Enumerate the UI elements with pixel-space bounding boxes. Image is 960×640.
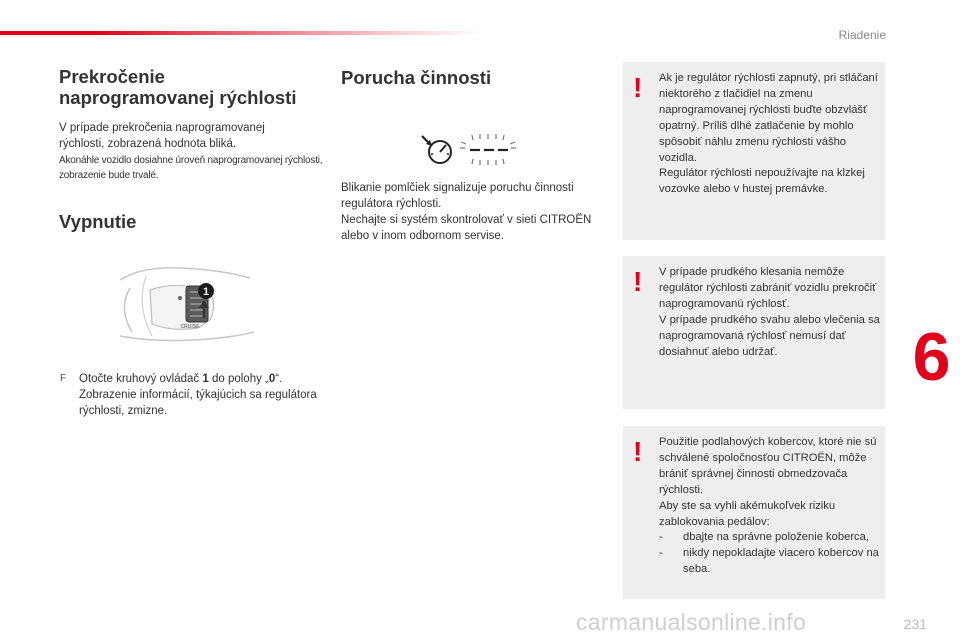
page-number: 231 [903, 616, 927, 632]
warning-text: V prípade prudkého klesania nemôže regulátor rýchlosti zabrániť vozidlu prekročiť naprogramovanú rýchlosť. [659, 266, 877, 310]
instruction-text-1: Otočte kruhový ovládač [79, 373, 203, 385]
warning-box-speed-buttons [623, 62, 885, 240]
warning-text: Aby ste sa vyhli akémukoľvek riziku zablokovania pedálov: [659, 499, 836, 528]
warning-box-downhill [623, 256, 885, 409]
malfunction-paragraph-1: Blikanie pomlčiek signalizuje poruchu činnosti regulátora rýchlosti. [341, 182, 574, 210]
instruction-text-3: “. Zobrazenie informácií, týkajúcich sa regulátora rýchlosti, zmizne. [79, 373, 317, 417]
figure-cruise-label: CRUISE [180, 324, 200, 330]
watermark: carmanualsonline.info [576, 609, 807, 635]
list-item-text: dbajte na správne položenie koberca, [683, 531, 869, 544]
warning-text: Regulátor rýchlosti nepoužívajte na klzkej vozovke alebo v hustej premávke. [659, 167, 865, 196]
instruction-knob-number: 1 [202, 373, 209, 385]
warning-box-floor-mats [623, 426, 885, 599]
section-label: Riadenie [838, 28, 886, 42]
overspeed-paragraph: V prípade prekročenia naprogramovanej rýchlosti, zobrazená hodnota bliká. [59, 122, 265, 150]
warning-text: Ak je regulátor rýchlosti zapnutý, pri stláčaní niektorého z tlačidiel na zmenu naprogramovanej rýchlosti buďte obzvlášť opatrný. Príliš dlhé zatlačenie by mohlo spôsobiť náhlu zmenu rýchlosti vášho vozidla. [659, 72, 878, 164]
instruction-position: 0 [268, 373, 276, 385]
heading-malfunction: Porucha činnosti [341, 67, 492, 88]
list-dash: - [659, 547, 663, 560]
list-dash: - [659, 531, 663, 544]
malfunction-speedometer-icon [416, 126, 528, 166]
cruise-control-knob-illustration [112, 258, 262, 348]
warning-exclamation-icon: ! [633, 436, 643, 467]
header-accent-bar [0, 31, 480, 35]
warning-exclamation-icon: ! [633, 266, 643, 297]
list-item [659, 546, 881, 578]
list-item-text: nikdy nepokladajte viacero kobercov na seba. [683, 547, 879, 576]
heading-overspeed [59, 66, 296, 108]
heading-overspeed-line1: Prekročenie [59, 66, 165, 87]
instruction-text-2: do polohy „ [208, 373, 269, 385]
malfunction-paragraph-2: Nechajte si systém skontrolovať v sieti CITROËN alebo v inom odbornom servise. [341, 214, 592, 242]
chapter-tab: 6 [903, 315, 960, 400]
overspeed-note: Akonáhle vozidlo dosiahne úroveň naprogramovanej rýchlosti, zobrazenie bude trvalé. [59, 155, 323, 181]
bullet-f-icon: F [60, 373, 67, 384]
list-item [659, 530, 881, 546]
warning-text: V prípade prudkého svahu alebo vlečenia sa naprogramovaná rýchlosť nemusí dať dosiahnuť alebo udržať. [659, 313, 880, 358]
warning-exclamation-icon: ! [633, 72, 643, 103]
warning-text: Použitie podlahových kobercov, ktoré nie sú schválené spoločnosťou CITROËN, môže brániť správnej činnosti obmedzovača rýchlosti. [659, 436, 877, 496]
figure-callout-number: 1 [202, 286, 210, 298]
switch-off-instruction [60, 371, 320, 419]
heading-switch-off: Vypnutie [59, 211, 137, 232]
heading-overspeed-line2: naprogramovanej rýchlosti [59, 87, 297, 108]
